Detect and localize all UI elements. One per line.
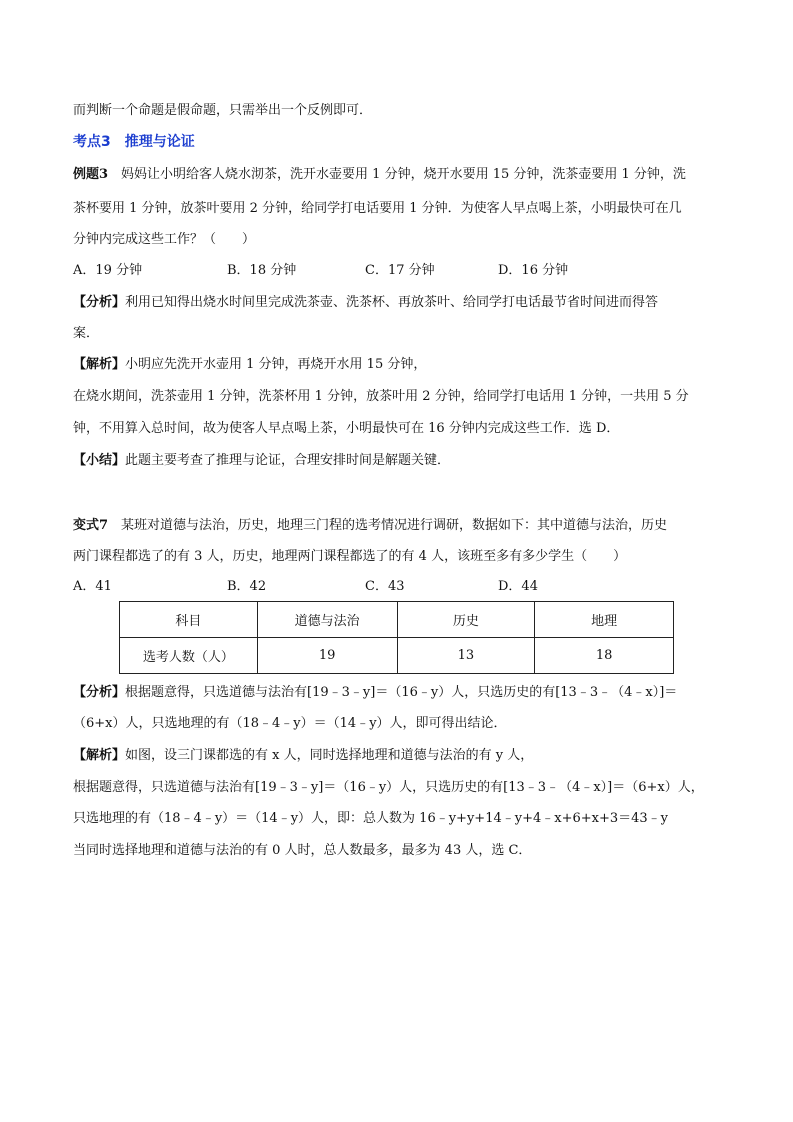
table-header-cell: 历史 [397, 602, 535, 638]
example3-analysis-line2: 案． [73, 326, 100, 341]
solution-text-1: 如图，设三门课都选的有 x 人，同时选择地理和道德与法治的有 y 人， [125, 748, 534, 763]
example3-text-1: 妈妈让小明给客人烧水沏茶，洗开水壶要用 1 分钟，烧开水要用 15 分钟，洗茶壶要用 1 分钟，洗 [108, 167, 686, 182]
variant7-solution-line1 [73, 747, 533, 765]
variant7-line2: 两门课程都选了的有 3 人，历史，地理两门课程都选了的有 4 人，该班至多有多少学生（ ） [73, 549, 627, 564]
table-cell: 选考人数（人） [120, 638, 258, 674]
example3-solution-line3: 钟，不用算入总时间，故为使客人早点喝上茶，小明最快可在 16 分钟内完成这些工作．选 D． [73, 421, 620, 436]
example3-label: 例题3 [73, 167, 109, 182]
example3-line2: 茶杯要用 1 分钟，放茶叶要用 2 分钟，给同学打电话要用 1 分钟．为使客人早点喝上茶，小明最快可在几 [73, 201, 682, 216]
variant7-line1 [73, 517, 667, 535]
example3-line3: 分钟内完成这些工作？（ ） [73, 232, 256, 247]
table-header-row [120, 602, 674, 638]
solution-label: 【解析】 [73, 748, 126, 763]
section-heading: 考点3 推理与论证 [73, 134, 195, 150]
analysis-label: 【分析】 [73, 295, 126, 310]
example3-solution-line2: 在烧水期间，洗茶壶用 1 分钟，洗茶杯用 1 分钟，放茶叶用 2 分钟，给同学打电话用 1 分钟，一共用 5 分 [73, 389, 689, 404]
analysis-text-1: 根据题意得，只选道德与法治有[19﹣3﹣y]＝（16﹣y）人，只选历史的有[13﹣3﹣（4﹣x）]＝ [125, 685, 678, 700]
variant7-solution-line4: 当同时选择地理和道德与法治的有 0 人时，总人数最多，最多为 43 人，选 C． [73, 843, 532, 858]
table-cell: 19 [257, 638, 397, 674]
variant7-label: 变式7 [73, 518, 109, 533]
variant7-option-a: A．41 [73, 579, 112, 594]
table-row [120, 638, 674, 674]
course-selection-table [119, 601, 674, 674]
example3-option-a: A．19 分钟 [73, 263, 143, 278]
example3-option-c: C．17 分钟 [365, 263, 435, 278]
example3-line1 [73, 166, 686, 184]
table-header-cell: 地理 [535, 602, 674, 638]
variant7-analysis-line2: （6+x）人，只选地理的有（18﹣4﹣y）＝（14﹣y）人，即可得出结论． [73, 716, 507, 731]
table-header-cell: 科目 [120, 602, 258, 638]
solution-label: 【解析】 [73, 357, 126, 372]
variant7-text-1: 某班对道德与法治，历史，地理三门程的选考情况进行调研，数据如下：其中道德与法治，历史 [108, 518, 668, 533]
example3-summary [73, 452, 450, 470]
intro-line: 而判断一个命题是假命题，只需举出一个反例即可． [73, 103, 373, 118]
example3-analysis-line1 [73, 294, 658, 312]
variant7-analysis-line1 [73, 684, 677, 702]
variant7-option-c: C．43 [365, 579, 405, 594]
analysis-label: 【分析】 [73, 685, 126, 700]
solution-text-1: 小明应先洗开水壶用 1 分钟，再烧开水用 15 分钟， [125, 357, 427, 372]
summary-text: 此题主要考查了推理与论证，合理安排时间是解题关键． [125, 453, 451, 468]
analysis-text-1: 利用已知得出烧水时间里完成洗茶壶、洗茶杯、再放茶叶、给同学打电话最节省时间进而得答 [125, 295, 659, 310]
variant7-solution-line3: 只选地理的有（18﹣4﹣y）＝（14﹣y）人，即：总人数为 16﹣y+y+14﹣y+4﹣x+6+x+3＝43﹣y [73, 811, 669, 826]
summary-label: 【小结】 [73, 453, 126, 468]
example3-solution-line1 [73, 356, 426, 374]
variant7-option-d: D．44 [498, 579, 538, 594]
table-header-cell: 道德与法治 [257, 602, 397, 638]
table-cell: 18 [535, 638, 674, 674]
example3-option-b: B．18 分钟 [227, 263, 297, 278]
example3-option-d: D．16 分钟 [498, 263, 569, 278]
table-cell: 13 [397, 638, 535, 674]
variant7-solution-line2: 根据题意得，只选道德与法治有[19﹣3﹣y]＝（16﹣y）人，只选历史的有[13﹣3﹣（4﹣x）]＝（6+x）人， [73, 780, 704, 795]
variant7-option-b: B．42 [227, 579, 267, 594]
